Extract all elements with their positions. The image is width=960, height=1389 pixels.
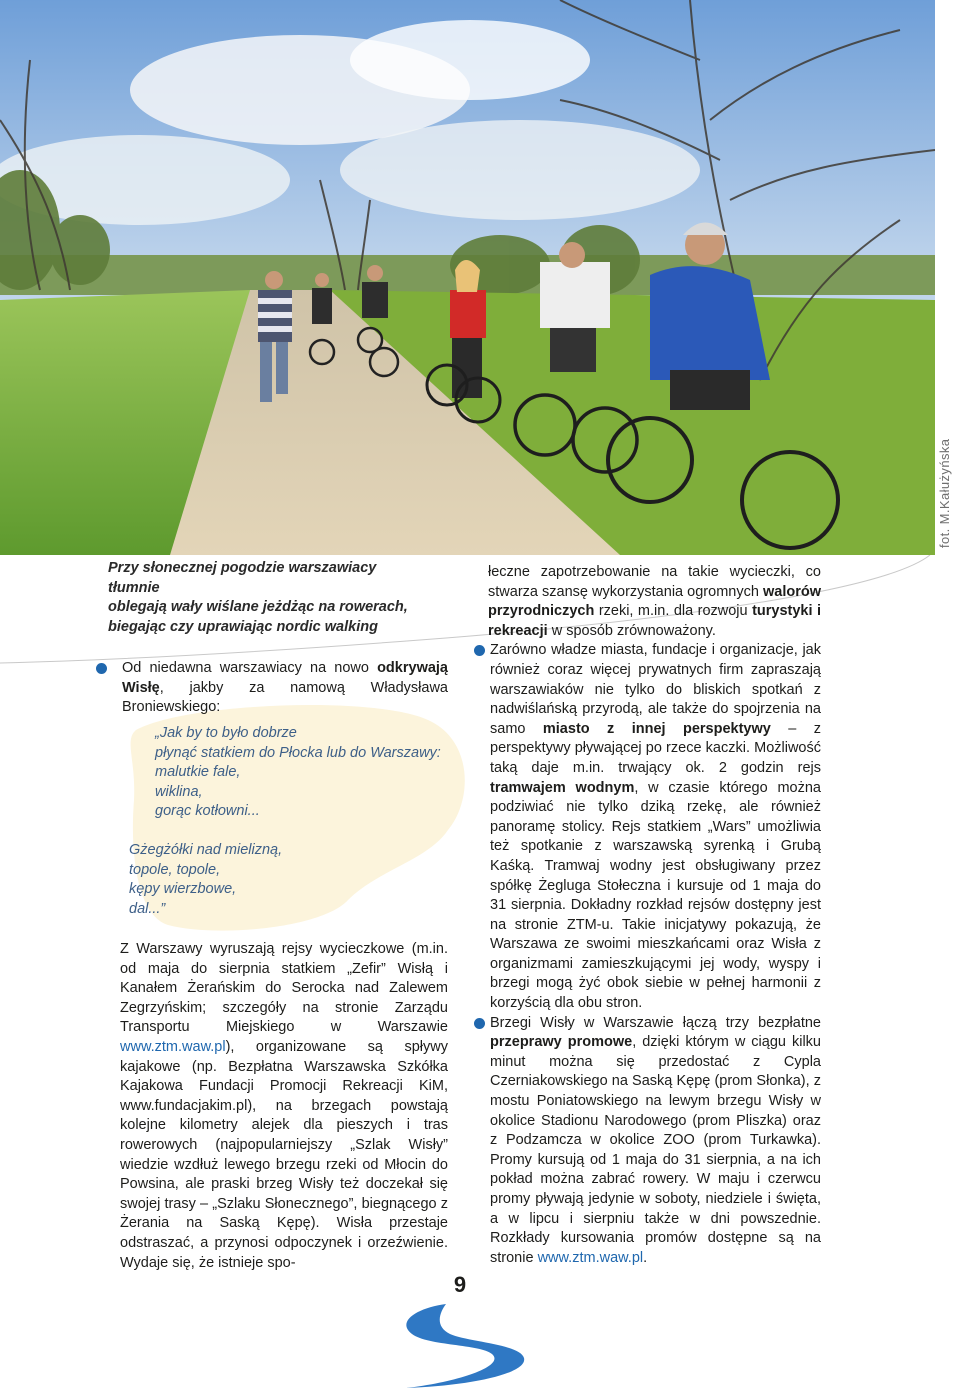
text: Z Warszawy wyruszają rejsy wycieczkowe (m.in. od maja do sierpnia statkiem „Zefir” Wisłą i Kanałem Żerańskim do Serocka nad Zalewem Zegrzyńskim; szczegóły na stronie Zarządu Transportu Miejskiego w Warszawie — [120, 941, 448, 1036]
caption-line: Przy słonecznej pogodzie warszawiacy tłumnie — [108, 560, 377, 596]
wave-logo-icon — [388, 1302, 548, 1389]
bold-text: walorów przyrodniczych — [488, 583, 821, 620]
bold-text: przeprawy promowe — [490, 1034, 633, 1051]
cyclists-photo — [0, 0, 935, 555]
left-column — [108, 659, 448, 718]
left-body — [120, 940, 448, 1273]
text: , dzięki którym w ciągu kilku minut można się przedostać z Cypla Czerniakowskiego na Saską Kępę (prom Słonka), z mostu Poniatowskiego na lewym brzegu Wisły w okolice Stadionu Narodowego (prom Pliszka) oraz z Podzamcza w okolice ZOO (prom Turkawka). Promy kursują od 1 maja do 31 sierpnia, a na ich pokład można zabrać rowery. W maju i czerwcu promy pływają jedynie w soboty, niedziele i święta, a w lipcu i sierpniu także w dni powszednie. Rozkłady kursowania promów dostępne są na stronie — [490, 1034, 821, 1266]
text: . — [643, 1249, 648, 1266]
body-paragraph — [120, 940, 448, 1273]
caption-line: biegając czy uprawiając nordic walking — [108, 618, 378, 635]
poem-line: kępy wierzbowe, — [129, 881, 237, 898]
bullet-icon — [474, 1018, 485, 1029]
text: , jakby za namową Władysława Broniewskiego: — [122, 679, 448, 716]
bold-text: tramwajem wodnym — [490, 779, 635, 796]
photo-caption — [108, 559, 408, 637]
poem-line: gorąc kotłowni... — [155, 803, 260, 820]
text: – z perspektywy pływającej po rzece kaczki. Możliwość taką daje m.in. trwający ok. 2 godzin rejs — [490, 720, 821, 776]
bold-text: odkrywają Wisłę — [122, 660, 448, 696]
photo-illustration — [0, 0, 935, 555]
body-paragraph — [488, 563, 821, 641]
bold-text: miasto z innej perspektywy — [542, 720, 771, 737]
poem-line: dal...” — [129, 900, 166, 917]
ztm-link[interactable]: www.ztm.waw.pl — [120, 1038, 226, 1055]
text: Od niedawna warszawiacy na nowo — [122, 660, 378, 676]
text: Brzegi Wisły w Warszawie łączą trzy bezpłatne — [490, 1014, 821, 1031]
poem-quote — [129, 724, 455, 919]
text: ), organizowane są spływy kajakowe (np. Bezpłatna Warszawska Szkółka Kajakowa Fundacji Promocji Rekreacji KiM, www.fundacjakim.pl), na brzegach powstają kolejne kilometry alejek dla pieszych i tras rowerowych (najpopularniejszy „Szlak Wisły” wiedzie wzdłuż lewego brzegu rzeki od Młocin do Powsina, ale praski brzeg Wisły też doczekał się swojej trasy – „Szlaku Słonecznego”, biegnącego z Żerania na Saską Kępę). Wisła przestaje odstraszać, a przynosi odpoczynek i orzeźwienie. Wydaje się, że istnieje spo- — [120, 1038, 448, 1271]
ztm-link[interactable]: www.ztm.waw.pl — [537, 1249, 644, 1266]
body-paragraph — [488, 641, 821, 1013]
poem-line: wiklina, — [155, 783, 203, 800]
poem-line: Gżegżółki nad mielizną, — [129, 841, 283, 858]
photo-credit: fot. M.Kałużyńska — [937, 438, 952, 548]
bold-text: turystyki i rekreacji — [488, 603, 821, 639]
intro-paragraph — [108, 659, 448, 718]
body-paragraph — [488, 1014, 821, 1269]
caption-line: oblegają wały wiślane jeżdżąc na rowerach, — [108, 599, 408, 615]
page-number: 9 — [453, 1272, 467, 1297]
poem-line: topole, topole, — [129, 861, 221, 878]
bullet-icon — [96, 663, 107, 674]
text: , w czasie którego można podziwiać nie tylko dziką rzekę, ale również panoramę stolicy. Rejs statkiem „Wars” umożliwia też spotkanie z warszawską syrenką i Grubą Kaśką. Tramwaj wodny jest obsługiwany przez spółkę Żegluga Stołeczna i kursuje od 1 maja do 31 sierpnia. Dokładny rozkład rejsów dostępny jest na stronie ZTM-u. Takie inicjatywy pokazują, że Warszawa ze swoimi mieszkańcami oraz Wisła z organizmami zamieszkującymi jej wody, wyspy i brzegi mogą żyć obok siebie w pełnej harmonii z korzyścią dla obu stron. — [490, 779, 821, 1012]
poem-line: płynąć statkiem do Płocka lub do Warszawy: — [155, 744, 441, 761]
text: w sposób zrównoważony. — [547, 622, 716, 639]
text: łeczne zapotrzebowanie na takie wycieczki, co stwarza szansę wykorzystania ogromnych — [488, 564, 821, 600]
right-column — [488, 563, 821, 1268]
text: Zarówno władze miasta, fundacje i organizacje, jak również coraz więcej prywatnych firm zapraszają warszawiaków nie tylko do bliskich spotkań z nadwiślańską przyrodą, ale także do spojrzenia na samo — [490, 642, 821, 737]
text: rzeki, m.in. dla rozwoju — [594, 603, 753, 620]
poem-line: „Jak by to było dobrze — [155, 725, 297, 741]
poem-line: malutkie fale, — [155, 764, 241, 781]
